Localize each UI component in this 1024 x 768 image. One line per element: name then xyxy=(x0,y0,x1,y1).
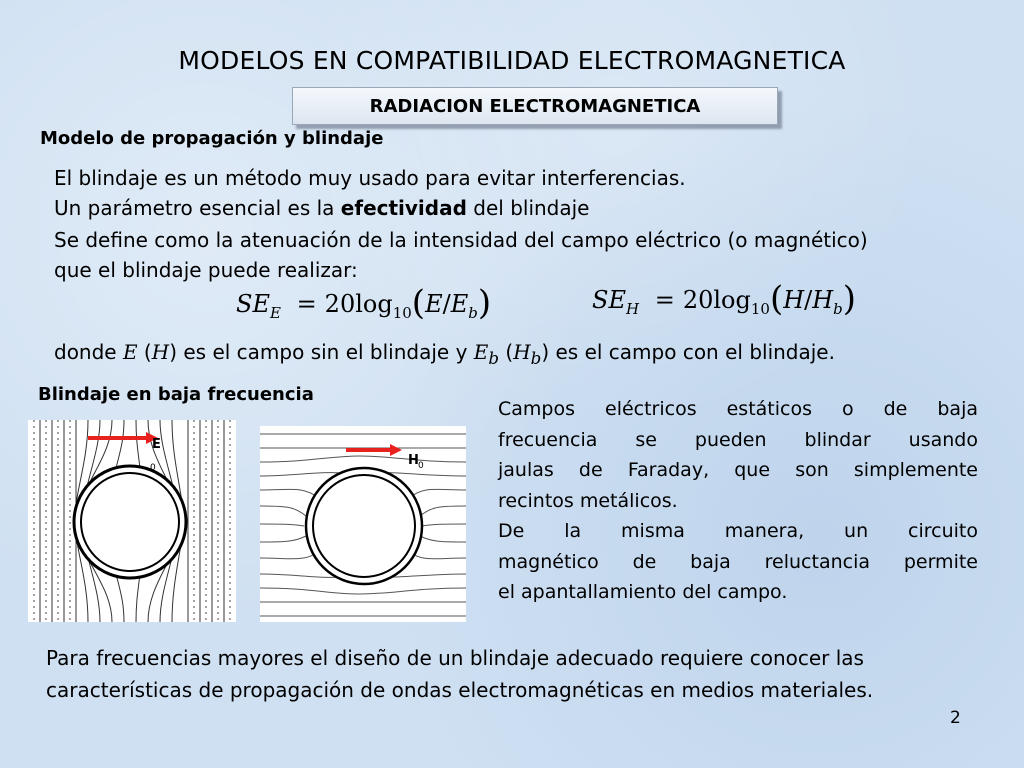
equation-se-e: $SE_E = 20\log_{10}(E/E_b)$ xyxy=(236,283,492,323)
def-var-h: H xyxy=(151,340,170,364)
intro-line-2-post: del blindaje xyxy=(466,196,590,220)
right-text-line: Campos eléctricos estáticos o de baja xyxy=(498,398,978,420)
def-text-1: donde xyxy=(54,340,123,364)
subtitle: RADIACION ELECTROMAGNETICA xyxy=(369,95,701,117)
def-var-e: E xyxy=(122,340,138,364)
eq-e-op: = xyxy=(296,290,317,318)
intro-line-4: que el blindaje puede realizar: xyxy=(54,258,358,282)
bottom-text-line: características de propagación de ondas electromagnéticas en medios materiales. xyxy=(46,678,874,702)
subtitle-box xyxy=(292,87,778,125)
low-frequency-description xyxy=(498,394,978,608)
intro-line-1: El blindaje es un método muy usado para evitar interferencias. xyxy=(54,166,686,190)
intro-line-3: Se define como la atenuación de la intensidad del campo eléctrico (o magnético) xyxy=(54,228,868,252)
eq-e-coef: 20log xyxy=(324,290,393,318)
intro-line-2-pre: Un parámetro esencial es la xyxy=(54,196,341,220)
eq-e-coef-sub: 10 xyxy=(392,303,412,322)
e-field-label: E xyxy=(152,437,161,452)
page-title: MODELOS EN COMPATIBILIDAD ELECTROMAGNETICA xyxy=(178,46,846,75)
h-field-label: H xyxy=(408,453,419,468)
eq-h-lhs-sub: H xyxy=(625,299,640,318)
definition-line xyxy=(54,340,835,368)
eq-h-coef-sub: 10 xyxy=(750,299,770,318)
right-text-line: recintos metálicos. xyxy=(498,489,678,512)
equation-se-h: $SE_H = 20\log_{10}(H/H_b)$ xyxy=(592,279,857,319)
electric-field-shield-figure xyxy=(28,420,236,622)
magnetic-field-shield-figure xyxy=(260,426,466,622)
e-field-subscript: 0 xyxy=(150,463,156,473)
right-text-line: frecuencia se pueden blindar usando xyxy=(498,428,978,451)
eq-e-lhs-sub: E xyxy=(269,303,281,322)
eq-e-lhs: SE xyxy=(236,290,270,318)
high-frequency-note xyxy=(46,642,873,706)
eq-e-den: E xyxy=(450,290,469,318)
def-var-hb: H xyxy=(513,340,531,364)
h-field-subscript: 0 xyxy=(418,461,424,471)
def-text-3: ) es el campo sin el blindaje y xyxy=(169,340,474,364)
right-text-line: jaulas de Faraday, que son simplemente xyxy=(498,459,978,481)
eq-h-coef: 20log xyxy=(682,286,751,314)
eq-e-den-sub: b xyxy=(468,303,478,322)
page-number: 2 xyxy=(950,708,961,728)
bottom-text-line: Para frecuencias mayores el diseño de un blindaje adecuado requiere conocer las xyxy=(46,646,864,670)
eq-h-num: H xyxy=(783,286,805,314)
def-var-hb-sub: b xyxy=(530,349,542,368)
intro-line-2-bold: efectividad xyxy=(340,196,467,220)
eq-h-op: = xyxy=(654,286,675,314)
def-var-eb: E xyxy=(473,340,489,364)
intro-line-2 xyxy=(54,196,590,220)
eq-h-den: H xyxy=(812,286,834,314)
eq-h-lhs: SE xyxy=(592,286,626,314)
right-text-line: De la misma manera, un circuito xyxy=(498,520,978,542)
eq-h-den-sub: b xyxy=(833,299,843,318)
def-text-4: ( xyxy=(499,340,514,364)
right-text-line: magnético de baja reluctancia permite xyxy=(498,550,978,573)
right-text-line: el apantallamiento del campo. xyxy=(498,581,788,603)
def-text-5: ) es el campo con el blindaje. xyxy=(541,340,835,364)
section-heading-propagation: Modelo de propagación y blindaje xyxy=(40,128,384,149)
section-heading-low-frequency: Blindaje en baja frecuencia xyxy=(38,384,314,405)
eq-e-num: E xyxy=(425,290,443,318)
def-text-2: ( xyxy=(137,340,152,364)
def-var-eb-sub: b xyxy=(488,349,500,368)
